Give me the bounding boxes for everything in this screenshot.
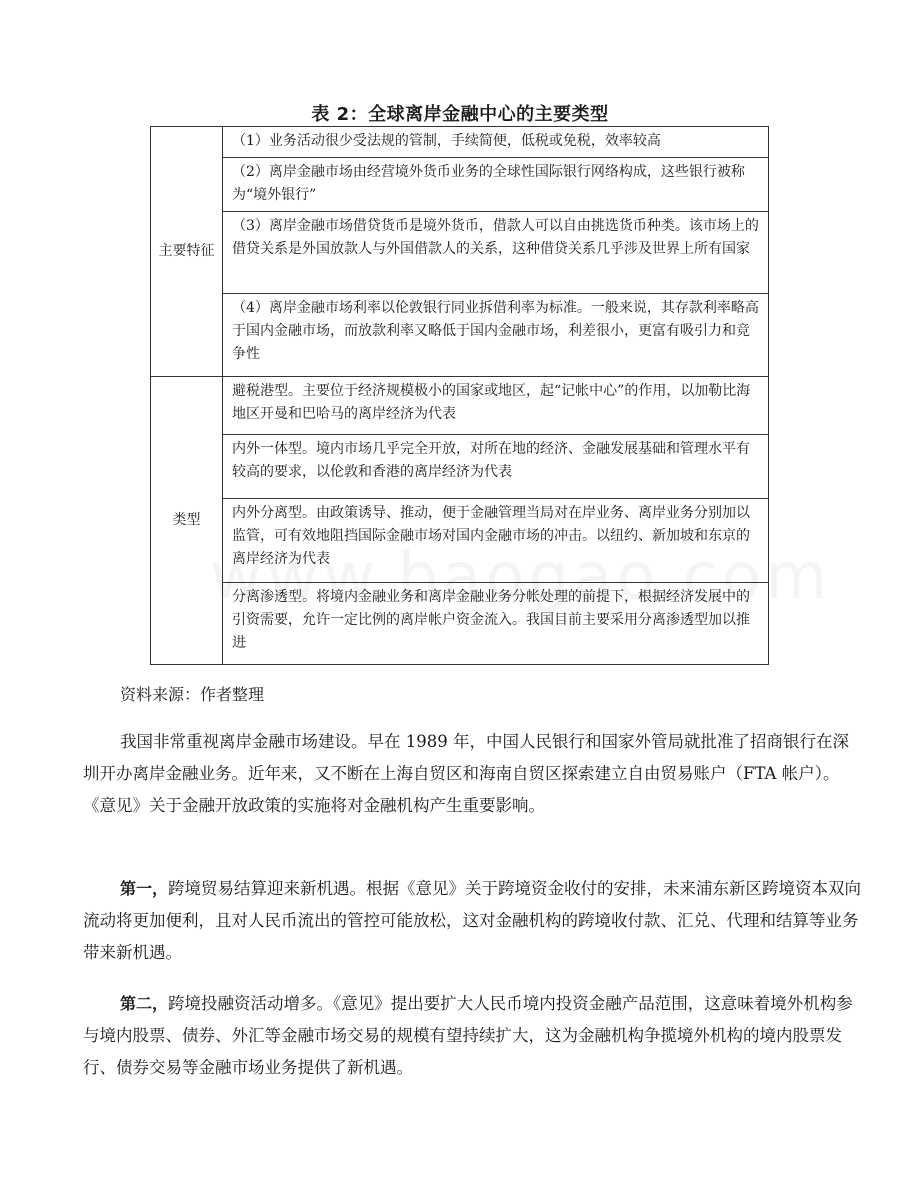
table-row: [151, 499, 769, 583]
table-source: 资料来源：作者整理: [120, 685, 265, 704]
table-row: [151, 377, 769, 435]
paragraph-first: [83, 873, 863, 969]
table-row: [151, 294, 769, 377]
table-row: [151, 127, 769, 158]
section-label-features: 主要特征: [151, 127, 223, 377]
table-row: [151, 158, 769, 212]
table-cell: 避税港型。主要位于经济规模极小的国家或地区，起“记帐中心”的作用，以加勒比海地区开曼和巴哈马的离岸经济为代表: [223, 377, 769, 435]
table-cell: 内外分离型。由政策诱导、推动，便于金融管理当局对在岸业务、离岸业务分别加以监管，可有效地阻挡国际金融市场对国内金融市场的冲击。以纽约、新加坡和东京的离岸经济为代表: [223, 499, 769, 583]
table-cell: 内外一体型。境内市场几乎完全开放，对所在地的经济、金融发展基础和管理水平有较高的要求，以伦敦和香港的离岸经济为代表: [223, 435, 769, 499]
paragraph-body: 跨境投融资活动增多。《意见》提出要扩大人民币境内投资金融产品范围，这意味着境外机构参与境内股票、债券、外汇等金融市场交易的规模有望持续扩大，这为金融机构争揽境外机构的境内股票发行、债券交易等金融市场业务提供了新机遇。: [83, 994, 853, 1077]
paragraph-body: 跨境贸易结算迎来新机遇。根据《意见》关于跨境资金收付的安排，未来浦东新区跨境资本双向流动将更加便利，且对人民币流出的管控可能放松，这对金融机构的跨境收付款、汇兑、代理和结算等业务带来新机遇。: [83, 879, 862, 962]
paragraph-second: [83, 988, 863, 1084]
paragraph-lead: 第二，: [120, 994, 169, 1013]
table-row: [151, 212, 769, 294]
table-cell: （1）业务活动很少受法规的管制，手续简便，低税或免税，效率较高: [223, 127, 769, 158]
section-label-types: 类型: [151, 377, 223, 665]
table-title: 表 2：全球离岸金融中心的主要类型: [311, 104, 609, 125]
table-row: [151, 583, 769, 665]
table-cell: 分离渗透型。将境内金融业务和离岸金融业务分帐处理的前提下，根据经济发展中的引资需要，允许一定比例的离岸帐户资金流入。我国目前主要采用分离渗透型加以推进: [223, 583, 769, 665]
paragraph-lead: 第一，: [120, 879, 169, 898]
table-cell: （3）离岸金融市场借贷货币是境外货币，借款人可以自由挑选货币种类。该市场上的借贷关系是外国放款人与外国借款人的关系，这种借贷关系几乎涉及世界上所有国家: [223, 212, 769, 294]
offshore-centers-table: [150, 126, 769, 665]
table-row: [151, 435, 769, 499]
paragraph-intro: 我国非常重视离岸金融市场建设。早在 1989 年，中国人民银行和国家外管局就批准了招商银行在深圳开办离岸金融业务。近年来，又不断在上海自贸区和海南自贸区探索建立自由贸易账户（FTA 帐户）。《意见》关于金融开放政策的实施将对金融机构产生重要影响。: [83, 732, 849, 815]
table-cell: （4）离岸金融市场利率以伦敦银行同业拆借利率为标准。一般来说，其存款利率略高于国内金融市场，而放款利率又略低于国内金融市场，利差很小，更富有吸引力和竞争性: [223, 294, 769, 377]
table-cell: （2）离岸金融市场由经营境外货币业务的全球性国际银行网络构成，这些银行被称为“境外银行”: [223, 158, 769, 212]
